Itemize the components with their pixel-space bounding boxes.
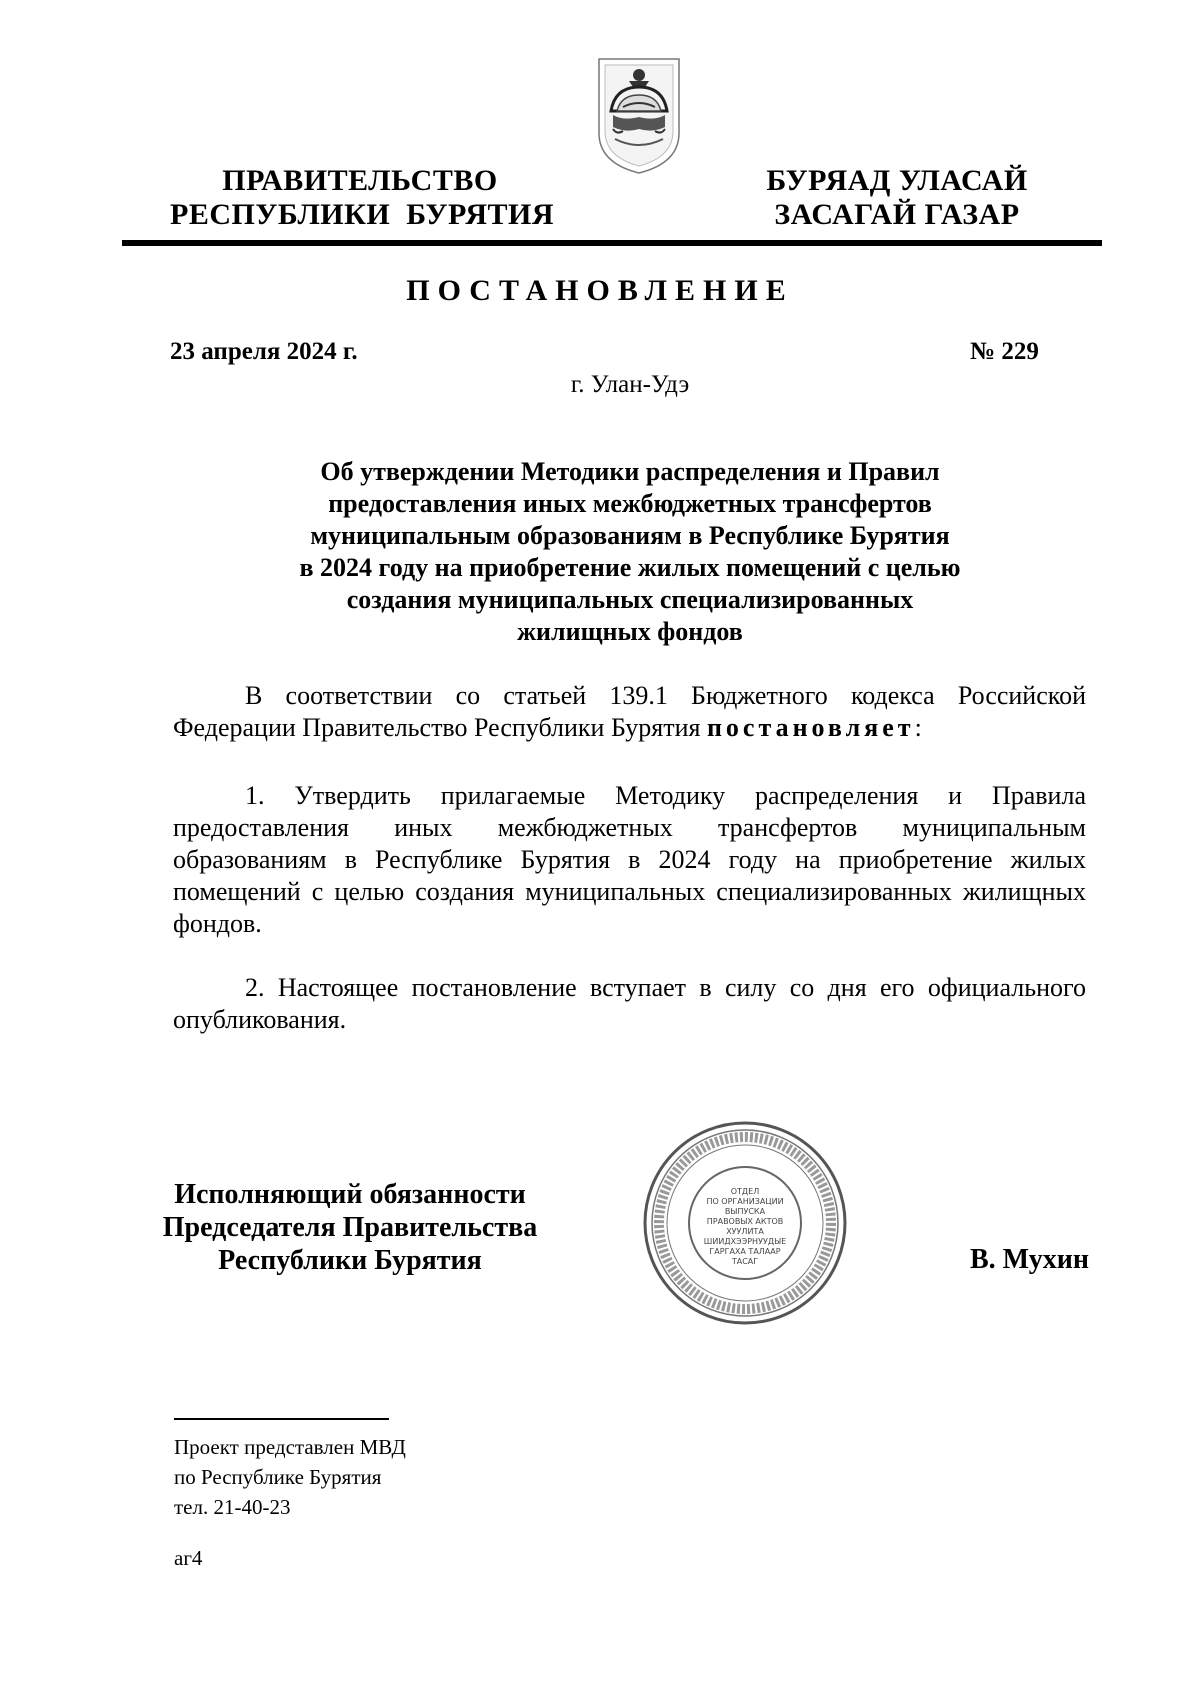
item-1-text: 1. Утвердить прилагаемые Методику распределения и Правила предоставления иных межбюджетных трансфертов муниципальным образованиям в Республике Бурятия в 2024 году на приобретение жилых помещений с целью создания муниципальных специализированных жилищных фондов.: [173, 781, 1086, 938]
preamble-text: В соответствии со статьей 139.1 Бюджетного кодекса Российской Федерации Правительство Республики Бурятия: [173, 681, 1086, 742]
seal-text-line: ВЫПУСКА: [724, 1207, 766, 1216]
subject-line: в 2024 году на приобретение жилых помещений с целью: [299, 553, 961, 582]
seal-text-line: ТАСАГ: [731, 1257, 759, 1266]
subject-line: жилищных фондов: [517, 617, 743, 646]
footnote-line: тел. 21-40-23: [174, 1495, 291, 1519]
document-code: аг4: [174, 1546, 203, 1570]
government-name-bua: [752, 164, 1042, 232]
seal-text-line: ПО ОРГАНИЗАЦИИ: [706, 1197, 784, 1206]
signatory-title-line: Председателя Правительства: [162, 1212, 538, 1243]
seal-text-line: ПРАВОВЫХ АКТОВ: [706, 1217, 784, 1226]
footnote-line: Проект представлен МВД: [174, 1435, 406, 1459]
document-city: г. Улан-Удэ: [570, 371, 690, 398]
seal-text-line: ШИИДХЭЭРНУУДЫЕ: [703, 1237, 787, 1246]
footnote-line: по Республике Бурятия: [174, 1465, 382, 1489]
signatory-title: [155, 1178, 545, 1277]
subject-line: муниципальным образованиям в Республике Бурятия: [310, 521, 950, 550]
preamble-end: :: [914, 713, 922, 742]
signer-name: В. Мухин: [970, 1244, 1089, 1275]
government-name-bua-line1: БУРЯАД УЛАСАЙ: [766, 164, 1028, 197]
subject-line: предоставления иных межбюджетных трансфертов: [328, 489, 932, 518]
header-divider: [122, 240, 1102, 246]
document-type-title: ПОСТАНОВЛЕНИЕ: [406, 274, 794, 307]
subject-line: Об утверждении Методики распределения и Правил: [320, 457, 940, 486]
document-number: № 229: [970, 338, 1039, 365]
government-name-bua-line2: ЗАСАГАЙ ГАЗАР: [774, 198, 1020, 231]
government-name-ru-line1: ПРАВИТЕЛЬСТВО: [222, 164, 498, 197]
preamble-paragraph: [173, 680, 1086, 744]
government-name-ru: [170, 164, 555, 232]
item-2-text: 2. Настоящее постановление вступает в силу со дня его официального опубликования.: [173, 973, 1086, 1034]
document-date: 23 апреля 2024 г.: [170, 338, 358, 365]
coat-of-arms-icon: [593, 55, 685, 175]
footnote-divider: [174, 1418, 389, 1420]
subject-line: создания муниципальных специализированных: [346, 585, 914, 614]
signatory-title-line: Исполняющий обязанности: [174, 1179, 526, 1210]
item-2-paragraph: [173, 972, 1086, 1036]
preamble-verb: постановляет: [706, 713, 915, 742]
seal-text-line: ГАРГАХА ТАЛААР: [709, 1247, 781, 1256]
document-subject: [230, 456, 1030, 648]
official-seal-icon: [640, 1118, 850, 1328]
seal-text-line: ХУУЛИТА: [726, 1227, 764, 1236]
signatory-title-line: Республики Бурятия: [218, 1245, 482, 1276]
seal-text-line: ОТДЕЛ: [730, 1187, 760, 1196]
item-1-paragraph: [173, 780, 1086, 940]
footnote: [174, 1432, 406, 1522]
government-name-ru-line2: РЕСПУБЛИКИ БУРЯТИЯ: [170, 198, 555, 231]
